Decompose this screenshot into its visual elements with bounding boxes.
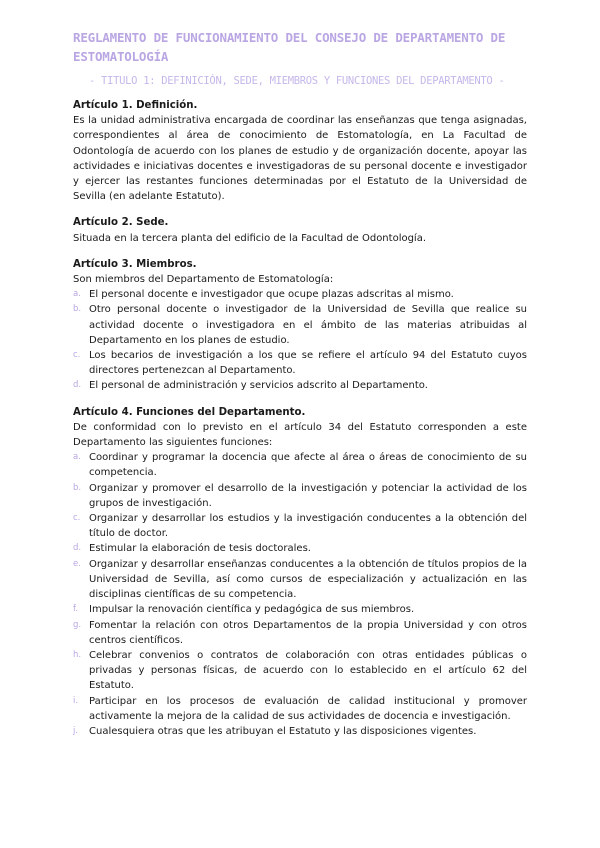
list-item bbox=[73, 618, 527, 648]
document-title: REGLAMENTO DE FUNCIONAMIENTO DEL CONSEJO DE DEPARTAMENTO DE ESTOMATOLOGÍA bbox=[73, 30, 506, 64]
list-marker: b. bbox=[73, 304, 82, 315]
list-marker: c. bbox=[73, 350, 81, 361]
list-item-text: Celebrar convenios o contratos de colaboración con otras entidades públicas o privadas y personas físicas, de acuerdo con lo establecido en el artículo 62 del Estatuto. bbox=[89, 649, 527, 692]
members-list bbox=[73, 287, 527, 393]
list-marker: j. bbox=[73, 725, 79, 736]
list-item-text: Organizar y promover el desarrollo de la investigación y potenciar la actividad de los grupos de investigación. bbox=[89, 482, 527, 509]
list-item bbox=[73, 511, 527, 541]
list-marker: d. bbox=[73, 380, 82, 391]
list-item bbox=[73, 378, 527, 393]
list-marker: b. bbox=[73, 482, 82, 493]
list-item bbox=[73, 724, 527, 739]
list-item-text: Organizar y desarrollar los estudios y la investigación conducentes a la obtención del título de doctor. bbox=[89, 513, 527, 540]
document-body bbox=[73, 98, 527, 739]
article-paragraph: Son miembros del Departamento de Estomatología: bbox=[73, 274, 334, 286]
article-4 bbox=[73, 405, 527, 739]
article-title: Artículo 3. Miembros. bbox=[73, 258, 197, 270]
list-item-text: Estimular la elaboración de tesis doctorales. bbox=[89, 543, 311, 555]
list-marker: a. bbox=[73, 452, 81, 463]
article-3 bbox=[73, 257, 527, 394]
list-marker: i. bbox=[73, 695, 79, 706]
list-item bbox=[73, 302, 527, 348]
list-marker: d. bbox=[73, 543, 82, 554]
list-marker: c. bbox=[73, 513, 81, 524]
list-item bbox=[73, 481, 527, 511]
list-item-text: Los becarios de investigación a los que se refiere el artículo 94 del Estatuto cuyos directores pertenezcan al Departamento. bbox=[89, 350, 527, 377]
list-marker: f. bbox=[73, 604, 79, 615]
article-paragraph: Situada en la tercera planta del edificio de la Facultad de Odontología. bbox=[73, 232, 427, 244]
article-title: Artículo 1. Definición. bbox=[73, 100, 198, 111]
list-marker: h. bbox=[73, 649, 82, 660]
article-2 bbox=[73, 215, 527, 245]
article-paragraph: De conformidad con lo previsto en el artículo 34 del Estatuto corresponden a este Departamento las siguientes funciones: bbox=[73, 421, 527, 449]
list-item-text: El personal de administración y servicios adscrito al Departamento. bbox=[89, 380, 428, 392]
list-item-text: Fomentar la relación con otros Departamentos de la propia Universidad y con otros centros científicos. bbox=[89, 619, 527, 646]
list-marker: e. bbox=[73, 558, 81, 569]
article-title: Artículo 4. Funciones del Departamento. bbox=[73, 406, 306, 418]
list-item bbox=[73, 450, 527, 480]
list-marker: a. bbox=[73, 289, 81, 300]
list-item-text: Impulsar la renovación científica y pedagógica de sus miembros. bbox=[89, 604, 415, 616]
article-title: Artículo 2. Sede. bbox=[73, 217, 169, 229]
list-item bbox=[73, 348, 527, 378]
list-item bbox=[73, 557, 527, 603]
list-item bbox=[73, 287, 527, 302]
list-item-text: El personal docente e investigador que ocupe plazas adscritas al mismo. bbox=[89, 289, 454, 301]
functions-list bbox=[73, 450, 527, 739]
list-item-text: Coordinar y programar la docencia que afecte al área o áreas de conocimiento de su competencia. bbox=[89, 452, 527, 479]
list-item bbox=[73, 648, 527, 694]
article-1 bbox=[73, 98, 527, 204]
list-item bbox=[73, 602, 527, 617]
list-item bbox=[73, 541, 527, 556]
list-item-text: Organizar y desarrollar enseñanzas conducentes a la obtención de títulos propios de la Universidad de Sevilla, así como cursos de especialización y actualización en las disciplinas científicas de su competencia. bbox=[89, 558, 527, 601]
section-heading: - TITULO 1: DEFINICIÓN, SEDE, MIEMBROS Y FUNCIONES DEL DEPARTAMENTO - bbox=[89, 75, 505, 87]
list-marker: g. bbox=[73, 619, 82, 630]
list-item bbox=[73, 694, 527, 724]
list-item-text: Otro personal docente o investigador de la Universidad de Sevilla que realice su actividad docente o investigadora en el ámbito de las materias atribuidas al Departamento en los planes de estudio. bbox=[89, 304, 527, 346]
list-item-text: Cualesquiera otras que les atribuyan el Estatuto y las disposiciones vigentes. bbox=[89, 725, 477, 737]
list-item-text: Participar en los procesos de evaluación de calidad institucional y promover activamente la mejora de la calidad de sus actividades de docencia e investigación. bbox=[89, 695, 527, 722]
article-paragraph: Es la unidad administrativa encargada de coordinar las enseñanzas que tenga asignadas, correspondientes al área de conocimiento de Estomatología, en La Facultad de Odontología de acuerdo con los planes de estudio y de organización docente, apoyar las actividades e iniciativas docentes e investigadoras de su personal docente e investigador y ejercer las restantes funciones determinadas por el Estatuto de la Universidad de Sevilla (en adelante Estatuto). bbox=[73, 115, 527, 203]
